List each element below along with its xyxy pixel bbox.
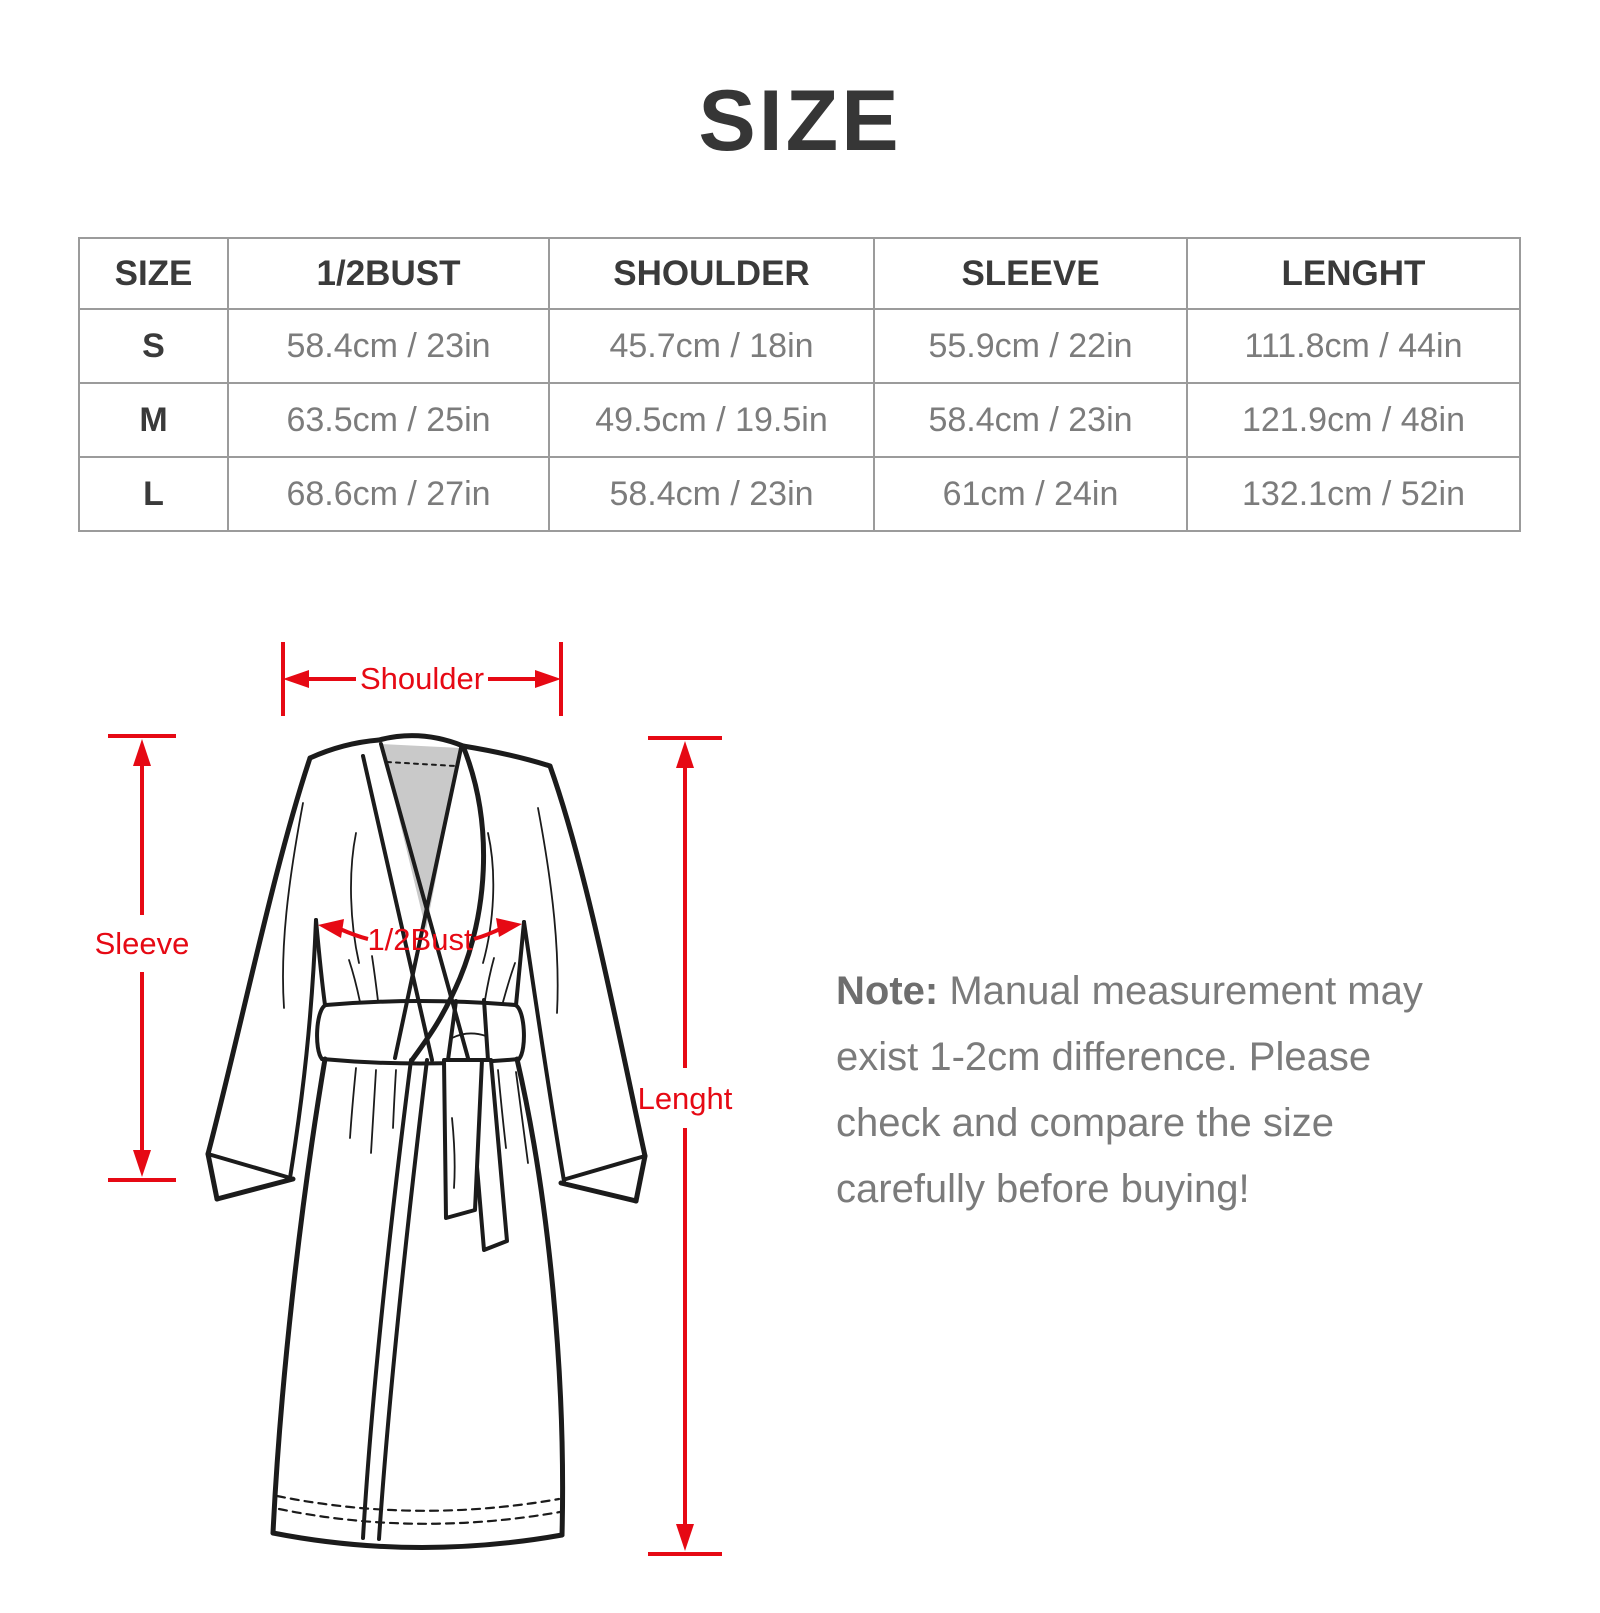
half-bust-cell: 58.4cm / 23in	[228, 309, 549, 383]
table-header-row	[79, 238, 1520, 309]
shoulder-label: Shoulder	[359, 661, 485, 696]
page-title: SIZE	[698, 73, 902, 169]
table-row	[79, 457, 1520, 531]
table-row	[79, 383, 1520, 457]
shoulder-cell: 49.5cm / 19.5in	[549, 383, 874, 457]
sleeve-cell: 55.9cm / 22in	[874, 309, 1187, 383]
col-header-length: LENGHT	[1187, 238, 1520, 309]
sleeve-cell: 58.4cm / 23in	[874, 383, 1187, 457]
size-cell: S	[79, 309, 228, 383]
note-text	[836, 958, 1450, 1222]
shoulder-cell: 45.7cm / 18in	[549, 309, 874, 383]
size-cell: M	[79, 383, 228, 457]
col-header-half-bust: 1/2BUST	[228, 238, 549, 309]
table-row	[79, 309, 1520, 383]
measurement-diagram	[60, 598, 780, 1608]
half-bust-cell: 63.5cm / 25in	[228, 383, 549, 457]
sleeve-label: Sleeve	[94, 926, 190, 961]
size-cell: L	[79, 457, 228, 531]
length-cell: 111.8cm / 44in	[1187, 309, 1520, 383]
size-table	[78, 237, 1521, 532]
half-bust-cell: 68.6cm / 27in	[228, 457, 549, 531]
length-cell: 132.1cm / 52in	[1187, 457, 1520, 531]
half-bust-label: 1/2Bust	[367, 922, 473, 957]
note-body: Manual measurement may exist 1-2cm difference. Please check and compare the size carefully before buying!	[836, 969, 1423, 1211]
length-cell: 121.9cm / 48in	[1187, 383, 1520, 457]
col-header-sleeve: SLEEVE	[874, 238, 1187, 309]
note-label: Note:	[836, 969, 939, 1013]
shoulder-cell: 58.4cm / 23in	[549, 457, 874, 531]
robe-drawing	[60, 598, 780, 1608]
length-label: Lenght	[637, 1081, 733, 1116]
length-measure-arrow	[648, 738, 722, 1554]
col-header-size: SIZE	[79, 238, 228, 309]
col-header-shoulder: SHOULDER	[549, 238, 874, 309]
collar-inner-fill	[381, 744, 461, 930]
sleeve-cell: 61cm / 24in	[874, 457, 1187, 531]
